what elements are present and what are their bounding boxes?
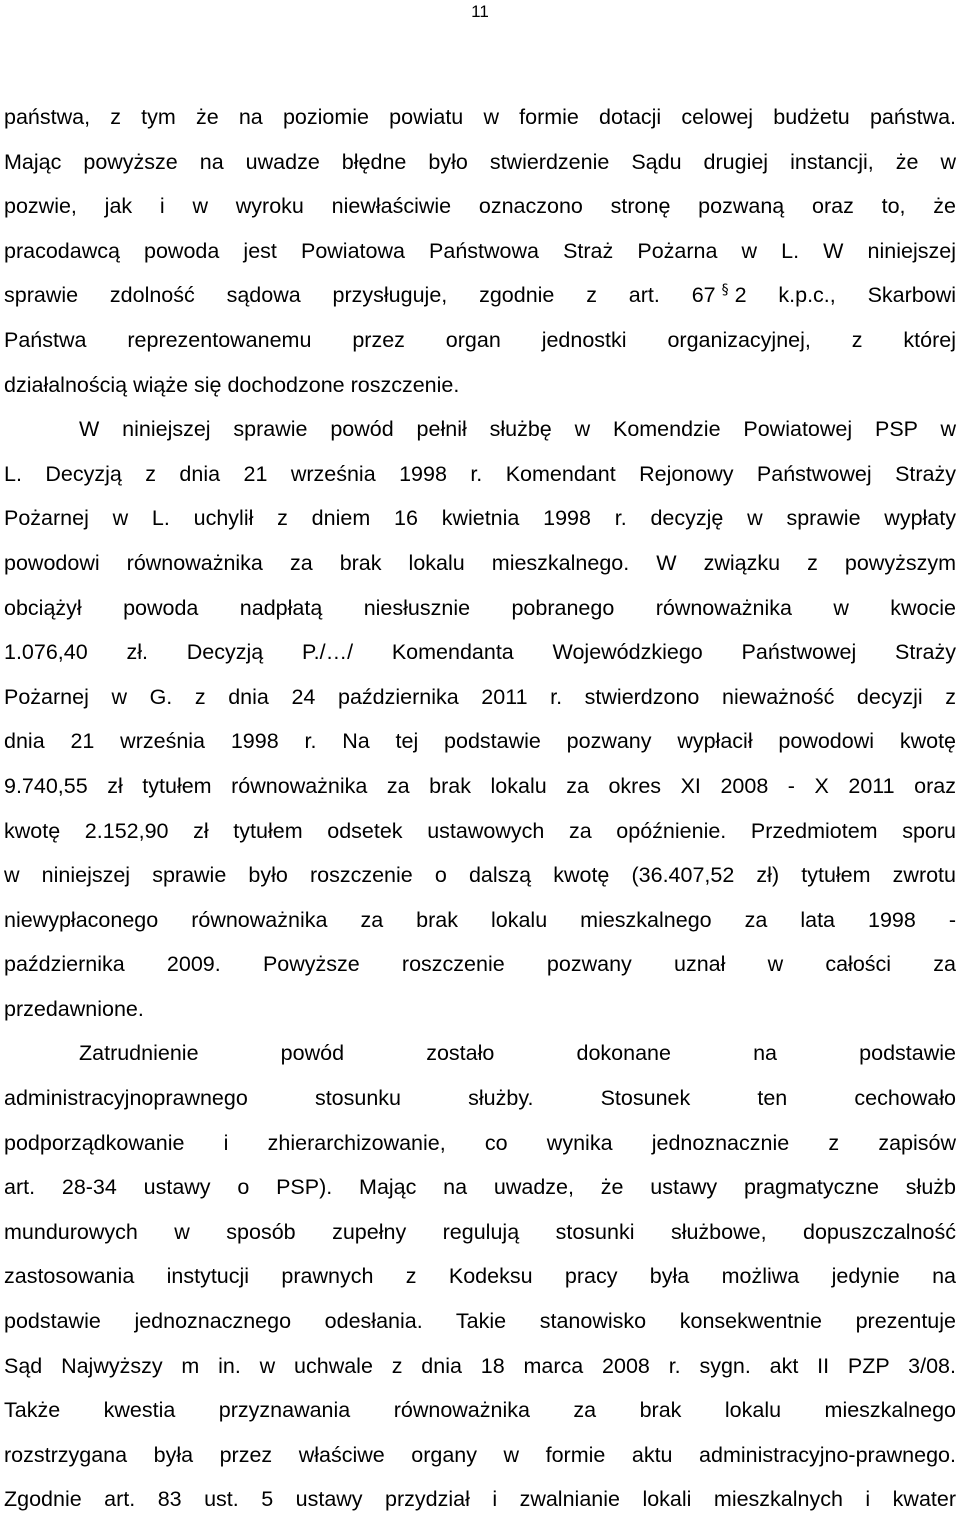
text-line: Także kwestia przyznawania równoważnika za brak lokalu mieszkalnego — [4, 1398, 956, 1423]
text-line: 1.076,40 zł. Decyzją P./…/ Komendanta Wojewódzkiego Państwowej Straży — [4, 640, 956, 665]
text-line: podporządkowanie i zhierarchizowanie, co wynika jednoznacznie z zapisów — [4, 1130, 956, 1155]
text-line: Zgodnie art. 83 ust. 5 ustawy przydział i zwalnianie lokali mieszkalnych i kwater — [4, 1487, 956, 1512]
text-line: państwa, z tym że na poziomie powiatu w formie dotacji celowej budżetu państwa. — [4, 105, 956, 129]
text-line: powodowi równoważnika za brak lokalu mieszkalnego. W związku z powyższym — [4, 550, 956, 575]
text-line: niewypłaconego równoważnika za brak lokalu mieszkalnego za lata 1998 - — [4, 907, 956, 932]
text-line: 9.740,55 zł tytułem równoważnika za brak lokalu za okres XI 2008 - X 2011 oraz — [4, 773, 956, 798]
text-line: października 2009. Powyższe roszczenie pozwany uznał w całości za — [4, 952, 956, 977]
text-line: art. 28-34 ustawy o PSP). Mając na uwadze, że ustawy pragmatyczne służb — [4, 1175, 956, 1200]
text-line: podstawie jednoznacznego odesłania. Takie stanowisko konsekwentnie prezentuje — [4, 1309, 956, 1334]
section-sign: § — [721, 282, 729, 299]
text-line — [4, 273, 956, 318]
text-line: przedawnione. — [4, 996, 144, 1021]
text-line: W niniejszej sprawie powód pełnił służbę w Komendzie Powiatowej PSP w — [79, 417, 956, 442]
text-line: Pożarnej w G. z dnia 24 października 2011 r. stwierdzono nieważność decyzji z — [4, 684, 956, 709]
document-body — [4, 95, 956, 1522]
text-line: Pożarnej w L. uchylił z dniem 16 kwietnia 1998 r. decyzję w sprawie wypłaty — [4, 506, 956, 531]
text-segment: sprawie zdolność sądowa przysługuje, zgodnie z art. 67 — [4, 283, 716, 308]
text-line: działalnością wiąże się dochodzone roszczenie. — [4, 372, 460, 397]
page-number: 11 — [471, 2, 489, 21]
text-line: zastosowania instytucji prawnych z Kodeksu pracy była możliwa jedynie na — [4, 1264, 956, 1289]
text-segment: 2 k.p.c., Skarbowi — [734, 283, 956, 308]
text-line: rozstrzygana była przez właściwe organy w formie aktu administracyjno-prawnego. — [4, 1442, 956, 1467]
text-line: administracyjnoprawnego stosunku służby. Stosunek ten cechowało — [4, 1086, 956, 1111]
text-line: mundurowych w sposób zupełny regulują stosunki służbowe, dopuszczalność — [4, 1219, 956, 1244]
text-line: kwotę 2.152,90 zł tytułem odsetek ustawowych za opóźnienie. Przedmiotem sporu — [4, 818, 956, 843]
text-line: Zatrudnienie powód zostało dokonane na podstawie — [79, 1041, 956, 1066]
text-line: L. Decyzją z dnia 21 września 1998 r. Komendant Rejonowy Państwowej Straży — [4, 461, 956, 486]
text-line: pracodawcą powoda jest Powiatowa Państwowa Straż Pożarna w L. W niniejszej — [4, 238, 956, 263]
text-line: obciążył powoda nadpłatą niesłusznie pobranego równoważnika w kwocie — [4, 595, 956, 620]
text-line: w niniejszej sprawie było roszczenie o dalszą kwotę (36.407,52 zł) tytułem zwrotu — [4, 863, 956, 888]
text-line: Sąd Najwyższy m in. w uchwale z dnia 18 marca 2008 r. sygn. akt II PZP 3/08. — [4, 1353, 956, 1378]
text-line: Państwa reprezentowanemu przez organ jednostki organizacyjnej, z której — [4, 327, 956, 352]
text-line: Mając powyższe na uwadze błędne było stwierdzenie Sądu drugiej instancji, że w — [4, 149, 956, 174]
text-line: pozwie, jak i w wyroku niewłaściwie oznaczono stronę pozwaną oraz to, że — [4, 194, 956, 219]
text-line: dnia 21 września 1998 r. Na tej podstawie pozwany wypłacił powodowi kwotę — [4, 729, 956, 754]
